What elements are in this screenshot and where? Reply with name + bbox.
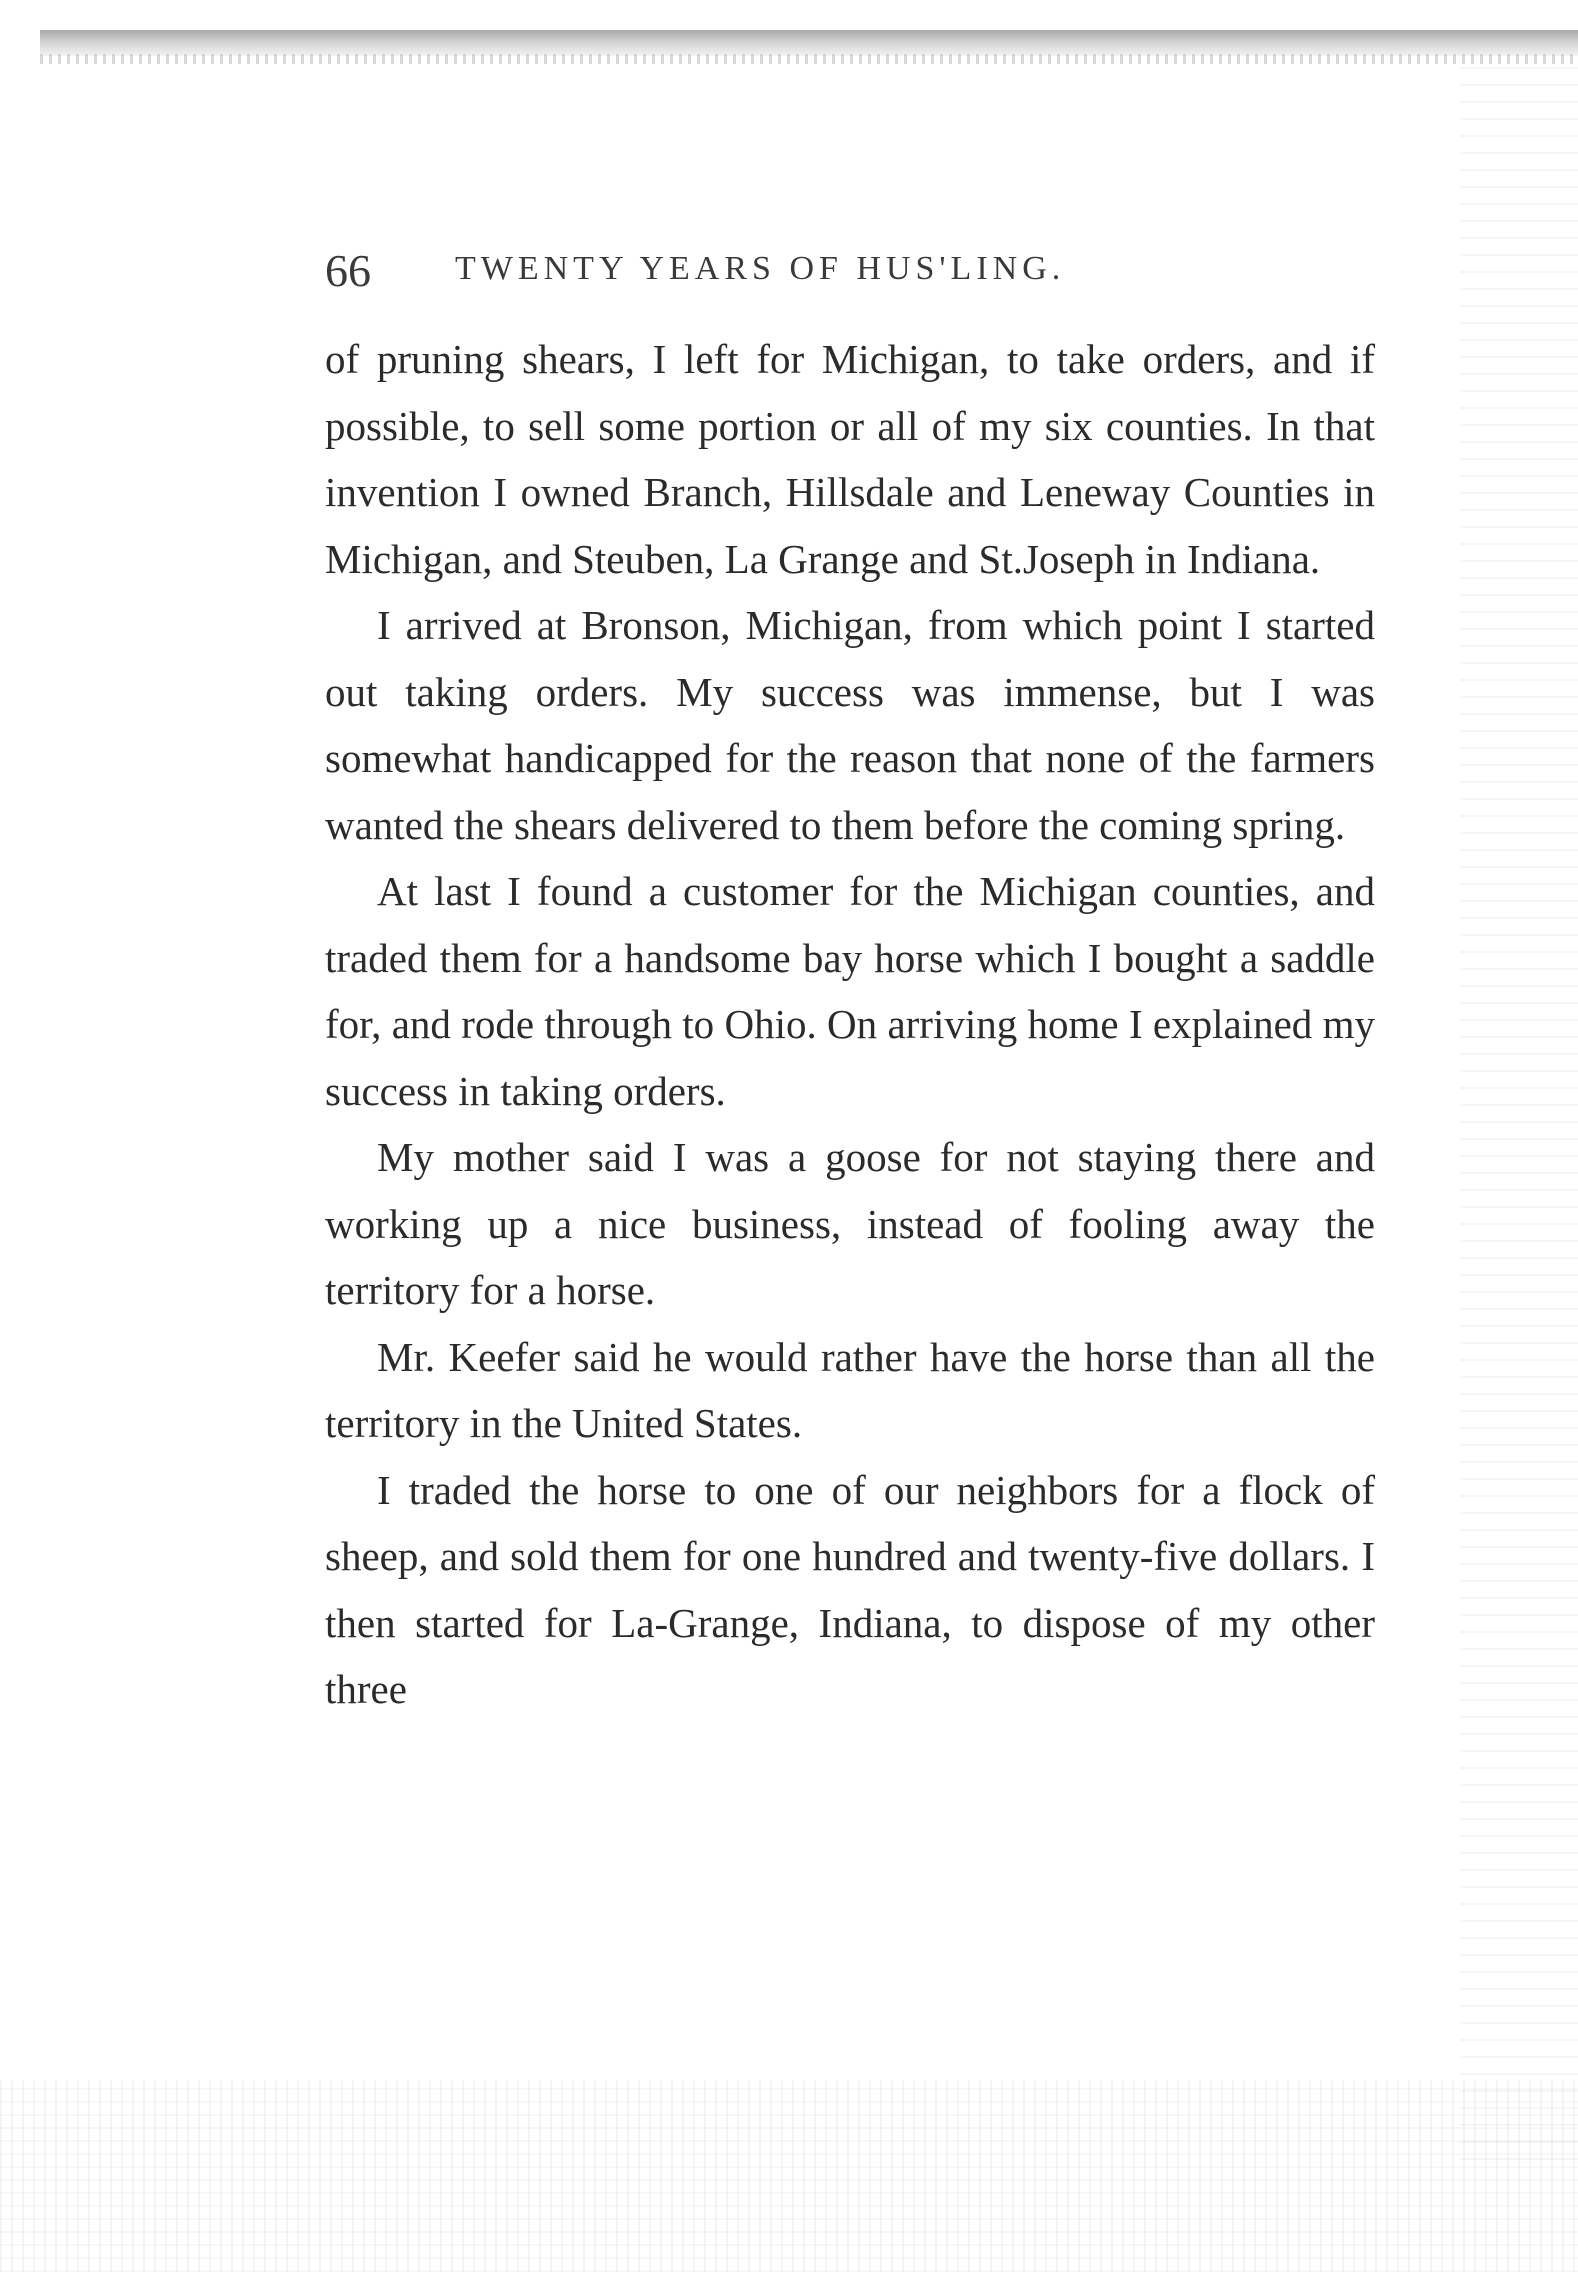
running-head (325, 240, 1375, 300)
scan-top-edge (40, 30, 1578, 56)
paragraph: At last I found a customer for the Michigan counties, and traded them for a handsome bay horse which I bought a saddle for, and rode through to Ohio. On arriving home I explained my success in taking orders. (325, 868, 1375, 1114)
book-page (325, 240, 1375, 1723)
paragraph: I arrived at Bronson, Michigan, from which point I started out taking orders. My success was immense, but I was somewhat handicapped for the reason that none of the farmers wanted the shears delivered to them before the coming spring. (325, 602, 1375, 848)
scan-top-speckle (40, 54, 1578, 64)
running-title: TWENTY YEARS OF HUS'LING. (455, 250, 1066, 287)
body-text (325, 326, 1375, 1723)
page-number: 66 (325, 245, 371, 296)
paragraph: I traded the horse to one of our neighbors for a flock of sheep, and sold them for one hundred and twenty-five dollars. I then started for La-Grange, Indiana, to dispose of my other three (325, 1466, 1375, 1712)
scan-right-noise (1460, 60, 1578, 2160)
paragraph: Mr. Keefer said he would rather have the horse than all the territory in the United States. (325, 1333, 1375, 1446)
scan-bottom-noise (0, 2080, 1578, 2272)
paragraph-continued: of pruning shears, I left for Michigan, to take orders, and if possible, to sell some portion or all of my six counties. In that invention I owned Branch, Hillsdale and Leneway Counties in Michigan, and Steuben, La Grange and St.Joseph in Indiana. (325, 336, 1375, 582)
paragraph: My mother said I was a goose for not staying there and working up a nice business, instead of fooling away the territory for a horse. (325, 1134, 1375, 1313)
